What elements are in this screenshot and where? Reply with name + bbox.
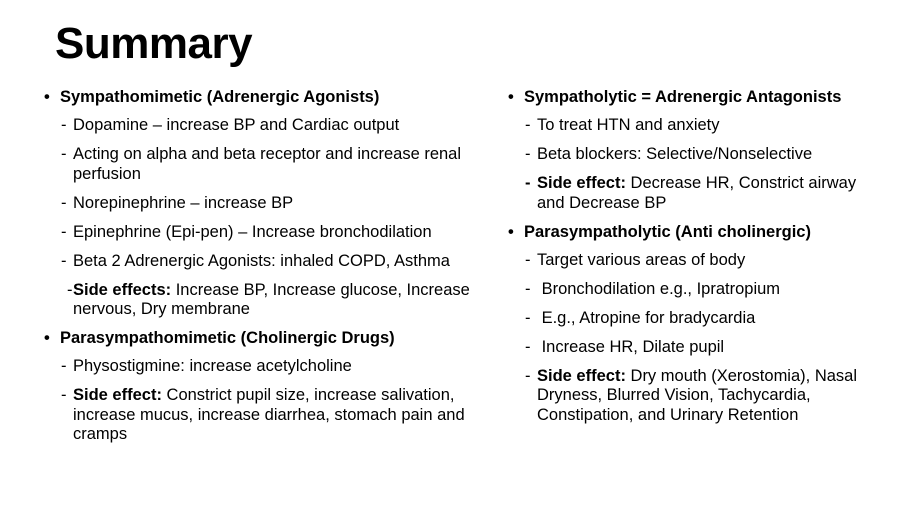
bullet-heading: Sympathomimetic (Adrenergic Agonists)	[60, 88, 380, 106]
side-effect-label: Side effect:	[73, 386, 162, 404]
sub-item: - Increase HR, Dilate pupil	[525, 337, 725, 356]
side-effect-label: Side effect:	[537, 174, 626, 192]
side-effect-label: Side effect:	[537, 366, 626, 385]
sub-item: - Beta 2 Adrenergic Agonists: inhaled COPD, Asthma	[61, 251, 450, 270]
bullet-sympathomimetic	[44, 88, 484, 107]
sub-item: - Norepinephrine – increase BP	[61, 193, 294, 212]
sub-item: - E.g., Atropine for bradycardia	[525, 308, 756, 327]
sub-item: - Epinephrine (Epi-pen) – Increase bronchodilation	[61, 222, 432, 241]
bullet-parasympatholytic	[508, 223, 878, 242]
bullet-dot: •	[508, 88, 514, 106]
bullet-dot: •	[44, 329, 50, 347]
bullet-dot: •	[44, 88, 50, 106]
sub-item: - Acting on alpha and beta receptor and increase renal perfusion	[61, 145, 462, 183]
sub-item: - Bronchodilation e.g., Ipratropium	[525, 279, 781, 298]
bullet-heading: Sympatholytic = Adrenergic Antagonists	[524, 88, 842, 106]
side-effects-label: Side effects:	[73, 280, 172, 299]
sub-item: - To treat HTN and anxiety	[525, 116, 720, 134]
slide-title: Summary	[55, 19, 253, 68]
bullet-parasympathomimetic	[44, 329, 484, 348]
side-effect-item: - Side effect: Decrease HR, Constrict airway and Decrease BP	[525, 174, 857, 212]
sub-item: - Target various areas of body	[525, 250, 746, 269]
bullet-heading: Parasympathomimetic (Cholinergic Drugs)	[60, 329, 395, 347]
sub-item: - Physostigmine: increase acetylcholine	[61, 357, 352, 375]
bullet-heading: Parasympatholytic (Anti cholinergic)	[524, 222, 811, 241]
bullet-sympatholytic	[508, 88, 878, 107]
sub-item: - Beta blockers: Selective/Nonselective	[525, 145, 813, 163]
sub-item: - Dopamine – increase BP and Cardiac output	[61, 116, 400, 134]
side-effect-item: - Side effect: Dry mouth (Xerostomia), Nasal Dryness, Blurred Vision, Tachycardia, Constipation, and Urinary Retention	[525, 366, 858, 424]
bullet-dot: •	[508, 222, 514, 241]
right-column	[508, 88, 878, 435]
side-effects-item: - Side effects: Increase BP, Increase glucose, Increase nervous, Dry membrane	[67, 280, 470, 318]
left-column	[44, 88, 484, 454]
side-effect-item: - Side effect: Constrict pupil size, increase salivation, increase mucus, increase diarrhea, stomach pain and cramps	[61, 386, 465, 443]
